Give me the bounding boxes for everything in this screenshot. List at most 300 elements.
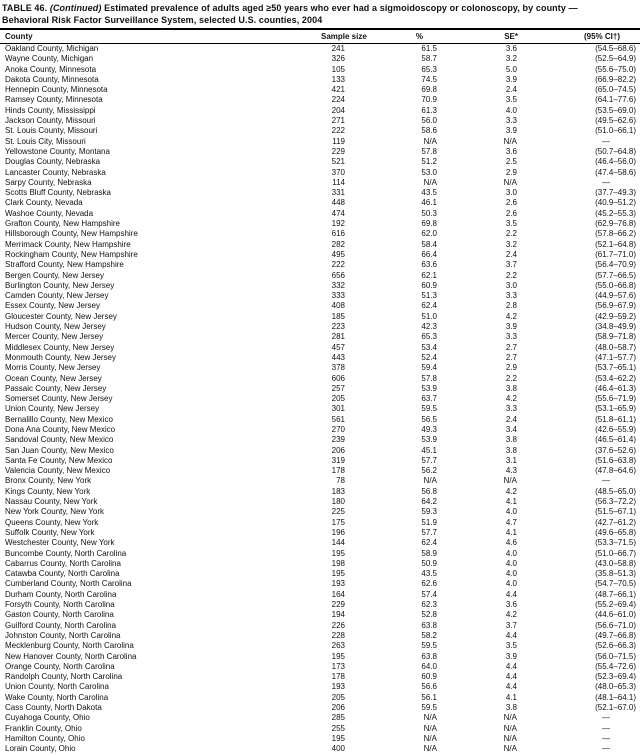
county-cell: Mecklenburg County, North Carolina	[5, 641, 134, 651]
se-cell: 4.3	[505, 466, 517, 476]
ci-cell: (37.7–49.3)	[595, 188, 636, 198]
percent-cell: 61.5	[421, 44, 437, 53]
county-cell: Clark County, Nevada	[5, 198, 83, 208]
ci-cell: (56.4–70.9)	[595, 260, 636, 270]
sample-size-cell: 495	[331, 249, 345, 259]
ci-cell: (65.0–74.5)	[595, 85, 636, 95]
ci-cell: —	[602, 744, 610, 754]
county-cell: Oakland County, Michigan	[5, 44, 99, 53]
se-cell: 4.0	[505, 558, 517, 568]
sample-size-cell: 206	[331, 703, 345, 712]
ci-cell: (51.5–67.1)	[595, 507, 636, 517]
sample-size-cell: 229	[331, 146, 345, 156]
ci-cell: (53.1–65.9)	[595, 404, 636, 414]
percent-cell: N/A	[423, 476, 437, 486]
county-cell: Yellowstone County, Montana	[5, 146, 110, 156]
sample-size-cell: 285	[331, 713, 345, 723]
se-cell: 2.4	[505, 249, 517, 259]
sample-size-cell: 195	[331, 548, 345, 558]
percent-cell: 63.7	[421, 394, 437, 404]
table-title	[0, 0, 640, 26]
county-cell: Sarpy County, Nebraska	[5, 177, 92, 187]
percent-cell: N/A	[423, 136, 437, 146]
county-cell: Queens County, New York	[5, 517, 99, 527]
table-row	[0, 497, 640, 507]
county-cell: Burlington County, New Jersey	[5, 280, 115, 290]
county-cell: Santa Fe County, New Mexico	[5, 455, 113, 465]
se-cell: 2.6	[505, 208, 517, 218]
county-cell: Passaic County, New Jersey	[5, 383, 107, 393]
sample-size-cell: 194	[331, 610, 345, 620]
table-row	[0, 507, 640, 517]
ci-cell: —	[602, 733, 610, 743]
se-cell: 2.4	[505, 414, 517, 424]
percent-cell: 53.0	[421, 167, 437, 177]
county-cell: Morris County, New Jersey	[5, 363, 101, 373]
se-cell: 3.8	[505, 435, 517, 445]
sample-size-cell: 656	[331, 270, 345, 280]
county-cell: Catawba County, North Carolina	[5, 569, 120, 579]
county-cell: Hillsborough County, New Hampshire	[5, 229, 138, 239]
se-cell: 2.5	[505, 157, 517, 167]
se-cell: 2.4	[505, 85, 517, 95]
se-cell: 2.6	[505, 198, 517, 208]
percent-cell: 52.4	[421, 352, 437, 362]
county-cell: Ocean County, New Jersey	[5, 373, 102, 383]
table-row	[0, 126, 640, 136]
se-cell: 4.6	[505, 538, 517, 548]
table-row	[0, 384, 640, 394]
se-cell: 3.3	[505, 332, 517, 342]
se-cell: N/A	[503, 476, 517, 486]
sample-size-cell: 183	[331, 486, 345, 496]
se-cell: 3.9	[505, 322, 517, 332]
sample-size-cell: 281	[331, 332, 345, 342]
se-cell: 3.5	[505, 641, 517, 651]
ci-cell: (46.5–61.4)	[595, 435, 636, 445]
sample-size-cell: 332	[331, 280, 345, 290]
county-cell: Merrimack County, New Hampshire	[5, 239, 131, 249]
table-row	[0, 590, 640, 600]
se-cell: 3.9	[505, 74, 517, 84]
ci-cell: (53.7–65.1)	[595, 363, 636, 373]
table-row	[0, 559, 640, 569]
percent-cell: 59.4	[421, 363, 437, 373]
percent-cell: N/A	[423, 733, 437, 743]
ci-cell: (48.7–66.1)	[595, 589, 636, 599]
table-row	[0, 343, 640, 353]
county-cell: Gloucester County, New Jersey	[5, 311, 117, 321]
ci-cell: (53.4–62.2)	[595, 373, 636, 383]
county-cell: Valencia County, New Mexico	[5, 466, 111, 476]
percent-cell: 56.1	[421, 692, 437, 702]
table-row	[0, 404, 640, 414]
county-cell: Union County, North Carolina	[5, 682, 109, 692]
table-number: TABLE 46.	[2, 3, 48, 13]
percent-cell: 62.1	[421, 270, 437, 280]
se-cell: 2.9	[505, 167, 517, 177]
column-header-percent: %	[349, 30, 441, 44]
ci-cell: (66.9–82.2)	[595, 74, 636, 84]
percent-cell: 69.8	[421, 85, 437, 95]
percent-cell: 59.5	[421, 703, 437, 712]
ci-cell: (42.6–55.9)	[595, 424, 636, 434]
percent-cell: 65.3	[421, 64, 437, 74]
title-text: Estimated prevalence of adults aged ≥50 years who ever had a sigmoidoscopy or colonoscopy, by county —	[104, 3, 578, 13]
table-row	[0, 744, 640, 754]
sample-size-cell: 198	[331, 558, 345, 568]
se-cell: 4.2	[505, 394, 517, 404]
county-cell: Douglas County, Nebraska	[5, 157, 101, 167]
se-cell: 3.7	[505, 620, 517, 630]
ci-cell: —	[602, 177, 610, 187]
table-row	[0, 682, 640, 692]
se-cell: 5.0	[505, 64, 517, 74]
sample-size-cell: 225	[331, 507, 345, 517]
se-cell: 3.0	[505, 280, 517, 290]
table-row	[0, 621, 640, 631]
sample-size-cell: 326	[331, 54, 345, 64]
column-header-se: SE*	[441, 30, 521, 44]
column-header-county: County	[0, 30, 285, 44]
se-cell: 4.0	[505, 579, 517, 589]
percent-cell: 56.5	[421, 414, 437, 424]
table-row	[0, 353, 640, 363]
county-cell: Bernalillo County, New Mexico	[5, 414, 113, 424]
sample-size-cell: 144	[331, 538, 345, 548]
sample-size-cell: 257	[331, 383, 345, 393]
percent-cell: 59.5	[421, 404, 437, 414]
sample-size-cell: 370	[331, 167, 345, 177]
se-cell: 4.4	[505, 630, 517, 640]
sample-size-cell: 178	[331, 672, 345, 682]
table-row	[0, 374, 640, 384]
table-row	[0, 44, 640, 55]
se-cell: 3.8	[505, 703, 517, 712]
table-row	[0, 147, 640, 157]
ci-cell: (45.2–55.3)	[595, 208, 636, 218]
county-cell: Westchester County, New York	[5, 538, 115, 548]
sample-size-cell: 206	[331, 445, 345, 455]
county-cell: Lancaster County, Nebraska	[5, 167, 106, 177]
se-cell: 3.9	[505, 651, 517, 661]
table-row	[0, 229, 640, 239]
county-cell: Camden County, New Jersey	[5, 291, 109, 301]
sample-size-cell: 606	[331, 373, 345, 383]
table-row	[0, 610, 640, 620]
table-row	[0, 549, 640, 559]
percent-cell: 43.5	[421, 188, 437, 198]
ci-cell: (44.6–61.0)	[595, 610, 636, 620]
percent-cell: 51.2	[421, 157, 437, 167]
ci-cell: (37.6–52.6)	[595, 445, 636, 455]
ci-cell: (54.5–68.6)	[595, 44, 636, 53]
percent-cell: 61.3	[421, 105, 437, 115]
percent-cell: 43.5	[421, 569, 437, 579]
sample-size-cell: 195	[331, 733, 345, 743]
sample-size-cell: 133	[331, 74, 345, 84]
sample-size-cell: 205	[331, 692, 345, 702]
sample-size-cell: 180	[331, 497, 345, 507]
sample-size-cell: 443	[331, 352, 345, 362]
ci-cell: —	[602, 723, 610, 733]
se-cell: 3.0	[505, 188, 517, 198]
se-cell: 3.4	[505, 424, 517, 434]
se-cell: N/A	[503, 713, 517, 723]
county-cell: Suffolk County, New York	[5, 527, 95, 537]
table-row	[0, 600, 640, 610]
ci-cell: (52.1–64.8)	[595, 239, 636, 249]
table-row	[0, 518, 640, 528]
table-row	[0, 198, 640, 208]
ci-cell: (51.0–66.7)	[595, 548, 636, 558]
table-row	[0, 456, 640, 466]
ci-cell: (42.7–61.2)	[595, 517, 636, 527]
county-cell: Rockingham County, New Hampshire	[5, 249, 138, 259]
table-row	[0, 476, 640, 486]
table-row	[0, 693, 640, 703]
sample-size-cell: 263	[331, 641, 345, 651]
title-continued-marker: (Continued)	[49, 3, 102, 13]
ci-cell: (47.4–58.6)	[595, 167, 636, 177]
table-row	[0, 219, 640, 229]
ci-cell: (51.0–66.1)	[595, 126, 636, 136]
se-cell: 3.3	[505, 291, 517, 301]
se-cell: 3.6	[505, 600, 517, 610]
ci-cell: (48.0–65.3)	[595, 682, 636, 692]
county-cell: New York County, New York	[5, 507, 105, 517]
sample-size-cell: 175	[331, 517, 345, 527]
percent-cell: 53.4	[421, 342, 437, 352]
table-row	[0, 724, 640, 734]
county-cell: Somerset County, New Jersey	[5, 394, 113, 404]
table-row	[0, 312, 640, 322]
percent-cell: 62.6	[421, 579, 437, 589]
table-row	[0, 137, 640, 147]
sample-size-cell: 271	[331, 116, 345, 126]
se-cell: 4.2	[505, 486, 517, 496]
se-cell: N/A	[503, 744, 517, 754]
ci-cell: —	[602, 136, 610, 146]
sample-size-cell: 282	[331, 239, 345, 249]
county-cell: Wake County, North Carolina	[5, 692, 109, 702]
ci-cell: —	[602, 476, 610, 486]
ci-cell: (61.7–71.0)	[595, 249, 636, 259]
prevalence-table	[0, 30, 640, 754]
se-cell: 2.9	[505, 363, 517, 373]
sample-size-cell: 164	[331, 589, 345, 599]
county-cell: Buncombe County, North Carolina	[5, 548, 127, 558]
sample-size-cell: 229	[331, 600, 345, 610]
sample-size-cell: 193	[331, 579, 345, 589]
ci-cell: (55.6–71.9)	[595, 394, 636, 404]
se-cell: 3.3	[505, 116, 517, 126]
table-row	[0, 528, 640, 538]
percent-cell: 62.0	[421, 229, 437, 239]
table-row	[0, 713, 640, 723]
ci-cell: (55.6–75.0)	[595, 64, 636, 74]
sample-size-cell: 195	[331, 569, 345, 579]
percent-cell: 50.9	[421, 558, 437, 568]
se-cell: 4.4	[505, 682, 517, 692]
table-row	[0, 250, 640, 260]
county-cell: Bronx County, New York	[5, 476, 92, 486]
sample-size-cell: 114	[332, 177, 345, 187]
percent-cell: 65.3	[421, 332, 437, 342]
percent-cell: 63.8	[421, 651, 437, 661]
table-row	[0, 415, 640, 425]
county-cell: Ramsey County, Minnesota	[5, 95, 103, 105]
county-cell: Dakota County, Minnesota	[5, 74, 99, 84]
se-cell: 4.1	[505, 527, 517, 537]
sample-size-cell: 239	[331, 435, 345, 445]
se-cell: 4.1	[505, 692, 517, 702]
percent-cell: 63.6	[421, 260, 437, 270]
percent-cell: 45.1	[421, 445, 437, 455]
county-cell: Guilford County, North Carolina	[5, 620, 117, 630]
table-row	[0, 106, 640, 116]
sample-size-cell: 333	[331, 291, 345, 301]
ci-cell: (35.8–51.3)	[595, 569, 636, 579]
county-cell: Lorain County, Ohio	[5, 744, 76, 754]
table-row	[0, 260, 640, 270]
ci-cell: (48.1–64.1)	[595, 692, 636, 702]
se-cell: 2.7	[505, 342, 517, 352]
ci-cell: (52.6–66.3)	[595, 641, 636, 651]
ci-cell: (55.0–66.8)	[595, 280, 636, 290]
county-cell: Essex County, New Jersey	[5, 301, 100, 311]
se-cell: 3.8	[505, 445, 517, 455]
ci-cell: (53.5–69.0)	[595, 105, 636, 115]
ci-cell: (49.7–66.8)	[595, 630, 636, 640]
percent-cell: N/A	[423, 723, 437, 733]
percent-cell: 57.8	[421, 373, 437, 383]
percent-cell: N/A	[423, 744, 437, 754]
sample-size-cell: 400	[331, 744, 345, 754]
county-cell: Cass County, North Dakota	[5, 703, 102, 712]
ci-cell: (48.5–65.0)	[595, 486, 636, 496]
se-cell: 4.2	[505, 311, 517, 321]
county-cell: Scotts Bluff County, Nebraska	[5, 188, 111, 198]
county-cell: Middlesex County, New Jersey	[5, 342, 115, 352]
table-row	[0, 734, 640, 744]
se-cell: 4.4	[505, 661, 517, 671]
percent-cell: 69.8	[421, 219, 437, 229]
sample-size-cell: 223	[331, 322, 345, 332]
county-cell: Forsyth County, North Carolina	[5, 600, 115, 610]
table-row	[0, 703, 640, 713]
county-cell: Cuyahoga County, Ohio	[5, 713, 90, 723]
se-cell: 4.4	[505, 589, 517, 599]
se-cell: 3.5	[505, 95, 517, 105]
table-row	[0, 95, 640, 105]
county-cell: Cabarrus County, North Carolina	[5, 558, 121, 568]
table-row	[0, 394, 640, 404]
ci-cell: (40.9–51.2)	[595, 198, 636, 208]
ci-cell: (52.1–67.0)	[595, 703, 636, 712]
county-cell: Orange County, North Carolina	[5, 661, 115, 671]
percent-cell: 57.8	[421, 146, 437, 156]
se-cell: 3.8	[505, 383, 517, 393]
table-row	[0, 672, 640, 682]
county-cell: Johnston County, North Carolina	[5, 630, 121, 640]
county-cell: Anoka County, Minnesota	[5, 64, 97, 74]
table-row	[0, 631, 640, 641]
se-cell: 2.8	[505, 301, 517, 311]
sample-size-cell: 616	[331, 229, 345, 239]
ci-cell: (52.3–69.4)	[595, 672, 636, 682]
percent-cell: 58.9	[421, 548, 437, 558]
sample-size-cell: 331	[331, 188, 345, 198]
sample-size-cell: 178	[331, 466, 345, 476]
table-row	[0, 271, 640, 281]
ci-cell: (56.6–71.0)	[595, 620, 636, 630]
percent-cell: 56.0	[421, 116, 437, 126]
percent-cell: 58.2	[421, 630, 437, 640]
se-cell: 4.0	[505, 507, 517, 517]
ci-cell: (51.6–63.8)	[595, 455, 636, 465]
ci-cell: (34.8–49.9)	[595, 322, 636, 332]
se-cell: 2.2	[505, 373, 517, 383]
percent-cell: 66.4	[421, 249, 437, 259]
se-cell: 3.2	[505, 239, 517, 249]
table-row	[0, 178, 640, 188]
table-row	[0, 168, 640, 178]
percent-cell: 58.4	[421, 239, 437, 249]
percent-cell: 56.2	[421, 466, 437, 476]
se-cell: 4.7	[505, 517, 517, 527]
table-row	[0, 157, 640, 167]
sample-size-cell: 173	[331, 661, 345, 671]
sample-size-cell: 204	[331, 105, 345, 115]
table-title-line1	[2, 3, 638, 15]
table-row	[0, 75, 640, 85]
ci-cell: (57.8–66.2)	[595, 229, 636, 239]
table-title-line2: Behavioral Risk Factor Surveillance System, selected U.S. counties, 2004	[2, 14, 323, 25]
ci-cell: (64.1–77.6)	[595, 95, 636, 105]
se-cell: 4.0	[505, 548, 517, 558]
ci-cell: (62.9–76.8)	[595, 219, 636, 229]
county-cell: San Juan County, New Mexico	[5, 445, 114, 455]
sample-size-cell: 78	[336, 476, 345, 486]
se-cell: 2.7	[505, 352, 517, 362]
ci-cell: (56.9–67.9)	[595, 301, 636, 311]
percent-cell: 56.8	[421, 486, 437, 496]
se-cell: 3.1	[505, 455, 517, 465]
ci-cell: (42.9–59.2)	[595, 311, 636, 321]
table-row	[0, 425, 640, 435]
sample-size-cell: 408	[331, 301, 345, 311]
ci-cell: (55.4–72.6)	[595, 661, 636, 671]
percent-cell: 57.7	[421, 527, 437, 537]
se-cell: 4.2	[505, 610, 517, 620]
county-cell: Jackson County, Missouri	[5, 116, 96, 126]
table-row	[0, 281, 640, 291]
table-row	[0, 446, 640, 456]
ci-cell: (56.3–72.2)	[595, 497, 636, 507]
ci-cell: (57.7–66.5)	[595, 270, 636, 280]
county-cell: St. Louis County, Missouri	[5, 126, 98, 136]
percent-cell: 57.7	[421, 455, 437, 465]
county-cell: Franklin County, Ohio	[5, 723, 82, 733]
table-row	[0, 85, 640, 95]
se-cell: N/A	[503, 723, 517, 733]
table-row	[0, 291, 640, 301]
percent-cell: 60.9	[421, 672, 437, 682]
county-cell: Sandoval County, New Mexico	[5, 435, 114, 445]
table-row	[0, 54, 640, 64]
table-row	[0, 65, 640, 75]
